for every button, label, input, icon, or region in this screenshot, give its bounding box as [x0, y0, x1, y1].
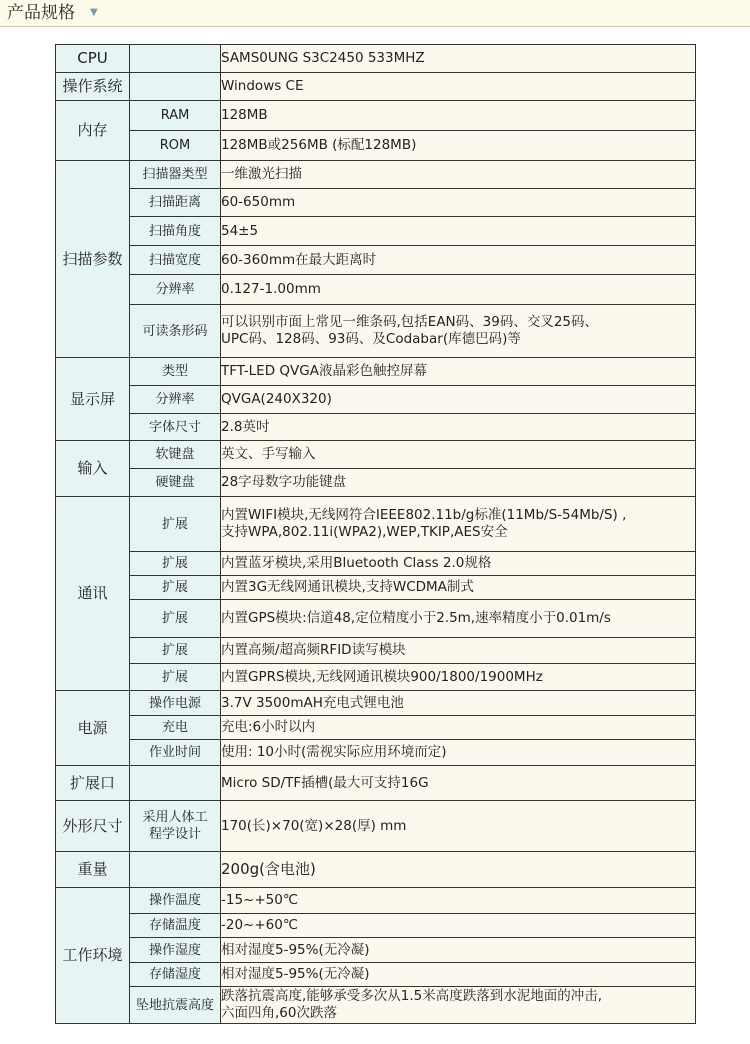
- value-cell: 3.7V 3500mAH充电式锂电池: [221, 691, 696, 716]
- subcategory-cell: 软键盘: [130, 441, 221, 469]
- subcategory-cell: 分辨率: [130, 386, 221, 414]
- value-cell: 内置高频/超高频RFID读写模块: [221, 638, 696, 664]
- table-row: [56, 217, 696, 246]
- value-cell: [221, 987, 696, 1024]
- subcategory-cell: 扩展: [130, 552, 221, 576]
- table-row: [56, 938, 696, 963]
- table-row: [56, 305, 696, 358]
- value-line: 可以识别市面上常见一维条码,包括EAN码、39码、交叉25码、: [221, 314, 599, 330]
- subcategory-cell: 扩展: [130, 600, 221, 638]
- table-row: [56, 414, 696, 441]
- table-row: [56, 852, 696, 888]
- value-cell: -20~+60℃: [221, 914, 696, 938]
- table-row: [56, 469, 696, 497]
- value-cell: 英文、手写输入: [221, 441, 696, 469]
- subcategory-cell: 作业时间: [130, 740, 221, 766]
- value-line: 内置WIFI模块,无线网符合IEEE802.11b/g标准(11Mb/S-54Mb/S) ,: [221, 507, 627, 523]
- value-cell: [221, 497, 696, 552]
- table-row: [56, 664, 696, 691]
- table-row: [56, 552, 696, 576]
- value-line: 支持WPA,802.11i(WPA2),WEP,TKIP,AES安全: [221, 524, 508, 540]
- table-row: [56, 189, 696, 217]
- subcategory-cell: 存储温度: [130, 914, 221, 938]
- subcategory-cell: 坠地抗震高度: [130, 987, 221, 1024]
- subcategory-cell: 扫描宽度: [130, 246, 221, 275]
- table-row: [56, 131, 696, 161]
- value-cell: 内置蓝牙模块,采用Bluetooth Class 2.0规格: [221, 552, 696, 576]
- value-cell: 128MB或256MB (标配128MB): [221, 131, 696, 161]
- chevron-down-icon[interactable]: ▼: [90, 7, 98, 18]
- subcategory-cell: 可读条形码: [130, 305, 221, 358]
- subcategory-cell: 存储湿度: [130, 963, 221, 987]
- table-row: [56, 987, 696, 1024]
- table-row: [56, 358, 696, 386]
- value-cell: QVGA(240X320): [221, 386, 696, 414]
- value-cell: 2.8英吋: [221, 414, 696, 441]
- value-cell: SAMS0UNG S3C2450 533MHZ: [221, 45, 696, 73]
- table-row: [56, 73, 696, 101]
- table-row: [56, 914, 696, 938]
- subcategory-cell: 扩展: [130, 664, 221, 691]
- value-cell: 128MB: [221, 101, 696, 131]
- value-cell: 60-360mm在最大距离时: [221, 246, 696, 275]
- subcategory-cell: 扩展: [130, 638, 221, 664]
- category-cell: 外形尺寸: [56, 801, 130, 852]
- subcategory-cell: [130, 801, 221, 852]
- value-cell: 200g(含电池): [221, 852, 696, 888]
- subcategory-cell: ROM: [130, 131, 221, 161]
- category-cell: 操作系统: [56, 73, 130, 101]
- table-row: [56, 691, 696, 716]
- subcategory-line: 采用人体工: [142, 810, 208, 825]
- table-row: [56, 386, 696, 414]
- table-row: [56, 45, 696, 73]
- subcategory-cell: [130, 73, 221, 101]
- value-cell: 60-650mm: [221, 189, 696, 217]
- subcategory-cell: [130, 45, 221, 73]
- category-cell: 扫描参数: [56, 161, 130, 358]
- category-cell: 输入: [56, 441, 130, 497]
- subcategory-line: 程学设计: [148, 827, 201, 842]
- table-row: [56, 246, 696, 275]
- value-cell: 0.127-1.00mm: [221, 275, 696, 305]
- subcategory-cell: 类型: [130, 358, 221, 386]
- table-row: [56, 600, 696, 638]
- subcategory-cell: 操作温度: [130, 888, 221, 914]
- value-cell: [221, 305, 696, 358]
- category-cell: 通讯: [56, 497, 130, 691]
- value-cell: Micro SD/TF插槽(最大可支持16G: [221, 766, 696, 801]
- table-row: [56, 275, 696, 305]
- subcategory-cell: 扩展: [130, 497, 221, 552]
- subcategory-cell: 扫描距离: [130, 189, 221, 217]
- category-cell: 显示屏: [56, 358, 130, 441]
- subcategory-cell: 扫描器类型: [130, 161, 221, 189]
- subcategory-cell: 分辨率: [130, 275, 221, 305]
- value-cell: 内置GPRS模块,无线网通讯模块900/1800/1900MHz: [221, 664, 696, 691]
- table-row: [56, 963, 696, 987]
- table-row: [56, 576, 696, 600]
- value-cell: 相对湿度5-95%(无冷凝): [221, 938, 696, 963]
- value-line: 六面四角,60次跌落: [221, 1005, 337, 1021]
- value-cell: TFT-LED QVGA液晶彩色触控屏幕: [221, 358, 696, 386]
- section-title: 产品规格: [7, 3, 75, 23]
- subcategory-cell: [130, 852, 221, 888]
- category-cell: 重量: [56, 852, 130, 888]
- value-cell: 使用: 10小时(需视实际应用环境而定): [221, 740, 696, 766]
- subcategory-cell: 操作电源: [130, 691, 221, 716]
- subcategory-cell: 扩展: [130, 576, 221, 600]
- value-cell: 内置GPS模块:信道48,定位精度小于2.5m,速率精度小于0.01m/s: [221, 600, 696, 638]
- category-cell: 内存: [56, 101, 130, 161]
- section-header: [0, 0, 750, 27]
- subcategory-cell: 硬键盘: [130, 469, 221, 497]
- table-row: [56, 441, 696, 469]
- subcategory-cell: 操作湿度: [130, 938, 221, 963]
- value-cell: 28字母数字功能键盘: [221, 469, 696, 497]
- category-cell: 工作环境: [56, 888, 130, 1024]
- table-row: [56, 716, 696, 740]
- table-row: [56, 740, 696, 766]
- value-cell: -15~+50℃: [221, 888, 696, 914]
- value-cell: 内置3G无线网通讯模块,支持WCDMA制式: [221, 576, 696, 600]
- subcategory-cell: 字体尺寸: [130, 414, 221, 441]
- spec-table: [55, 44, 696, 1024]
- category-cell: CPU: [56, 45, 130, 73]
- table-row: [56, 497, 696, 552]
- table-row: [56, 638, 696, 664]
- value-cell: 一维激光扫描: [221, 161, 696, 189]
- value-cell: 170(长)×70(宽)×28(厚) mm: [221, 801, 696, 852]
- table-row: [56, 161, 696, 189]
- category-cell: 电源: [56, 691, 130, 766]
- table-row: [56, 801, 696, 852]
- value-cell: 充电:6小时以内: [221, 716, 696, 740]
- subcategory-cell: [130, 766, 221, 801]
- value-cell: 54±5: [221, 217, 696, 246]
- value-cell: Windows CE: [221, 73, 696, 101]
- value-line: 跌落抗震高度,能够承受多次从1.5米高度跌落到水泥地面的冲击,: [221, 988, 603, 1004]
- table-row: [56, 888, 696, 914]
- subcategory-cell: RAM: [130, 101, 221, 131]
- subcategory-cell: 扫描角度: [130, 217, 221, 246]
- value-line: UPC码、128码、93码、及Codabar(库德巴码)等: [221, 331, 521, 347]
- table-row: [56, 101, 696, 131]
- category-cell: 扩展口: [56, 766, 130, 801]
- subcategory-cell: 充电: [130, 716, 221, 740]
- value-cell: 相对湿度5-95%(无冷凝): [221, 963, 696, 987]
- table-row: [56, 766, 696, 801]
